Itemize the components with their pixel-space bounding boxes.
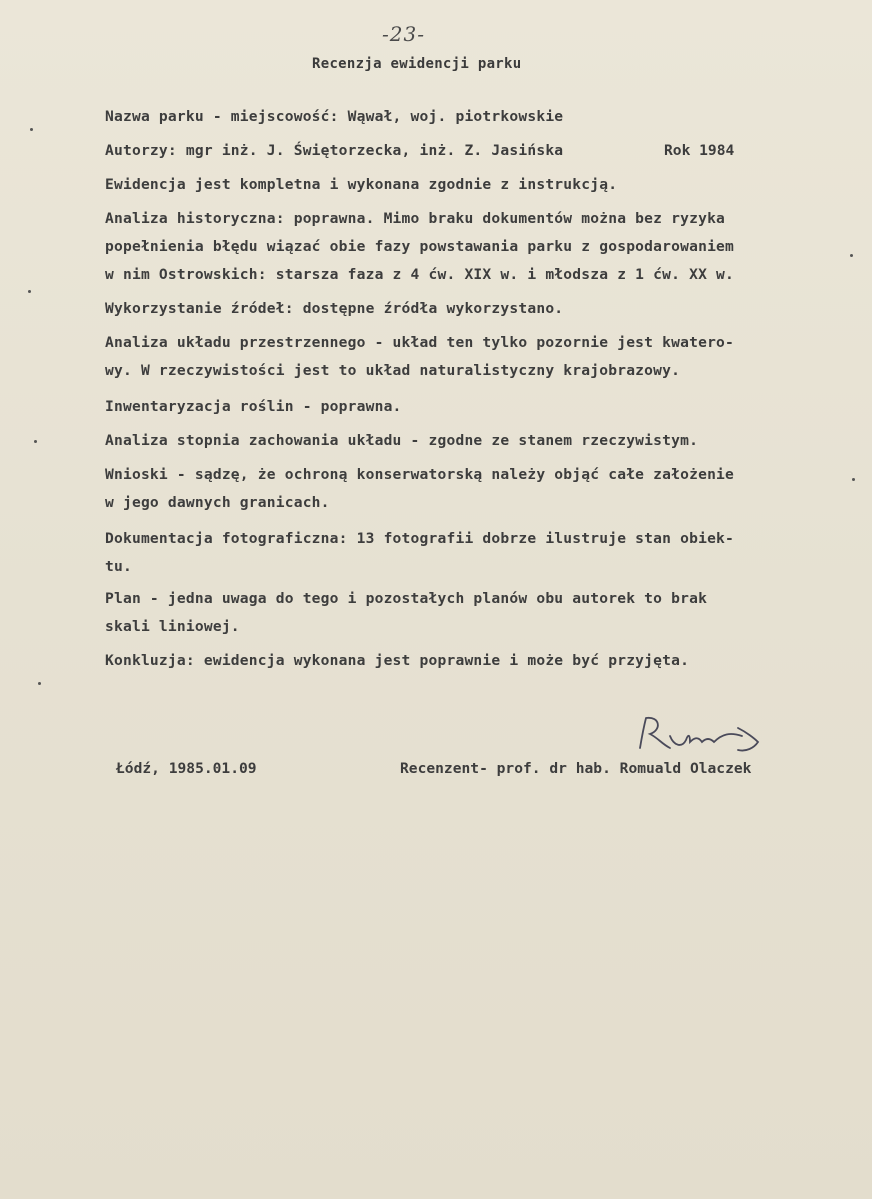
paper-speck bbox=[30, 128, 33, 131]
text-line: skali liniowej. bbox=[105, 618, 240, 635]
text-line: Konkluzja: ewidencja wykonana jest poprawnie i może być przyjęta. bbox=[105, 652, 690, 669]
text-line: Wykorzystanie źródeł: dostępne źródła wykorzystano. bbox=[105, 300, 564, 317]
text-line: Analiza historyczna: poprawna. Mimo braku dokumentów można bez ryzyka bbox=[105, 210, 726, 227]
text-line: tu. bbox=[105, 558, 132, 575]
text-line: Analiza układu przestrzennego - układ ten tylko pozornie jest kwatero- bbox=[105, 334, 735, 351]
document-title: Recenzja ewidencji parku bbox=[312, 56, 522, 72]
paper-speck bbox=[852, 478, 855, 481]
paper-speck bbox=[38, 682, 41, 685]
text-line: Plan - jedna uwaga do tego i pozostałych planów obu autorek to brak bbox=[105, 590, 708, 607]
paper-speck bbox=[850, 254, 853, 257]
text-line: Nazwa parku - miejscowość: Wąwał, woj. piotrkowskie bbox=[105, 108, 564, 125]
text-line: Ewidencja jest kompletna i wykonana zgodnie z instrukcją. bbox=[105, 176, 618, 193]
page-number: -23- bbox=[382, 22, 425, 46]
text-line: Dokumentacja fotograficzna: 13 fotografii dobrze ilustruje stan obiek- bbox=[105, 530, 735, 547]
text-line: Analiza stopnia zachowania układu - zgodne ze stanem rzeczywistym. bbox=[105, 432, 699, 449]
paper-speck bbox=[28, 290, 31, 293]
text-line: popełnienia błędu wiązać obie fazy powstawania parku z gospodarowaniem bbox=[105, 238, 735, 255]
handwritten-signature bbox=[630, 712, 790, 762]
text-line: w nim Ostrowskich: starsza faza z 4 ćw. XIX w. i młodsza z 1 ćw. XX w. bbox=[105, 266, 735, 283]
place-date: Łódź, 1985.01.09 bbox=[116, 760, 257, 777]
text-line: Wnioski - sądzę, że ochroną konserwatorską należy objąć całe założenie bbox=[105, 466, 735, 483]
year-label: Rok 1984 bbox=[664, 142, 735, 159]
text-line: Inwentaryzacja roślin - poprawna. bbox=[105, 398, 402, 415]
text-line: w jego dawnych granicach. bbox=[105, 494, 330, 511]
text-line: wy. W rzeczywistości jest to układ naturalistyczny krajobrazowy. bbox=[105, 362, 681, 379]
paper-speck bbox=[34, 440, 37, 443]
text-line: Autorzy: mgr inż. J. Świętorzecka, inż. Z. Jasińska bbox=[105, 142, 564, 159]
reviewer-line: Recenzent- prof. dr hab. Romuald Olaczek bbox=[400, 760, 752, 777]
